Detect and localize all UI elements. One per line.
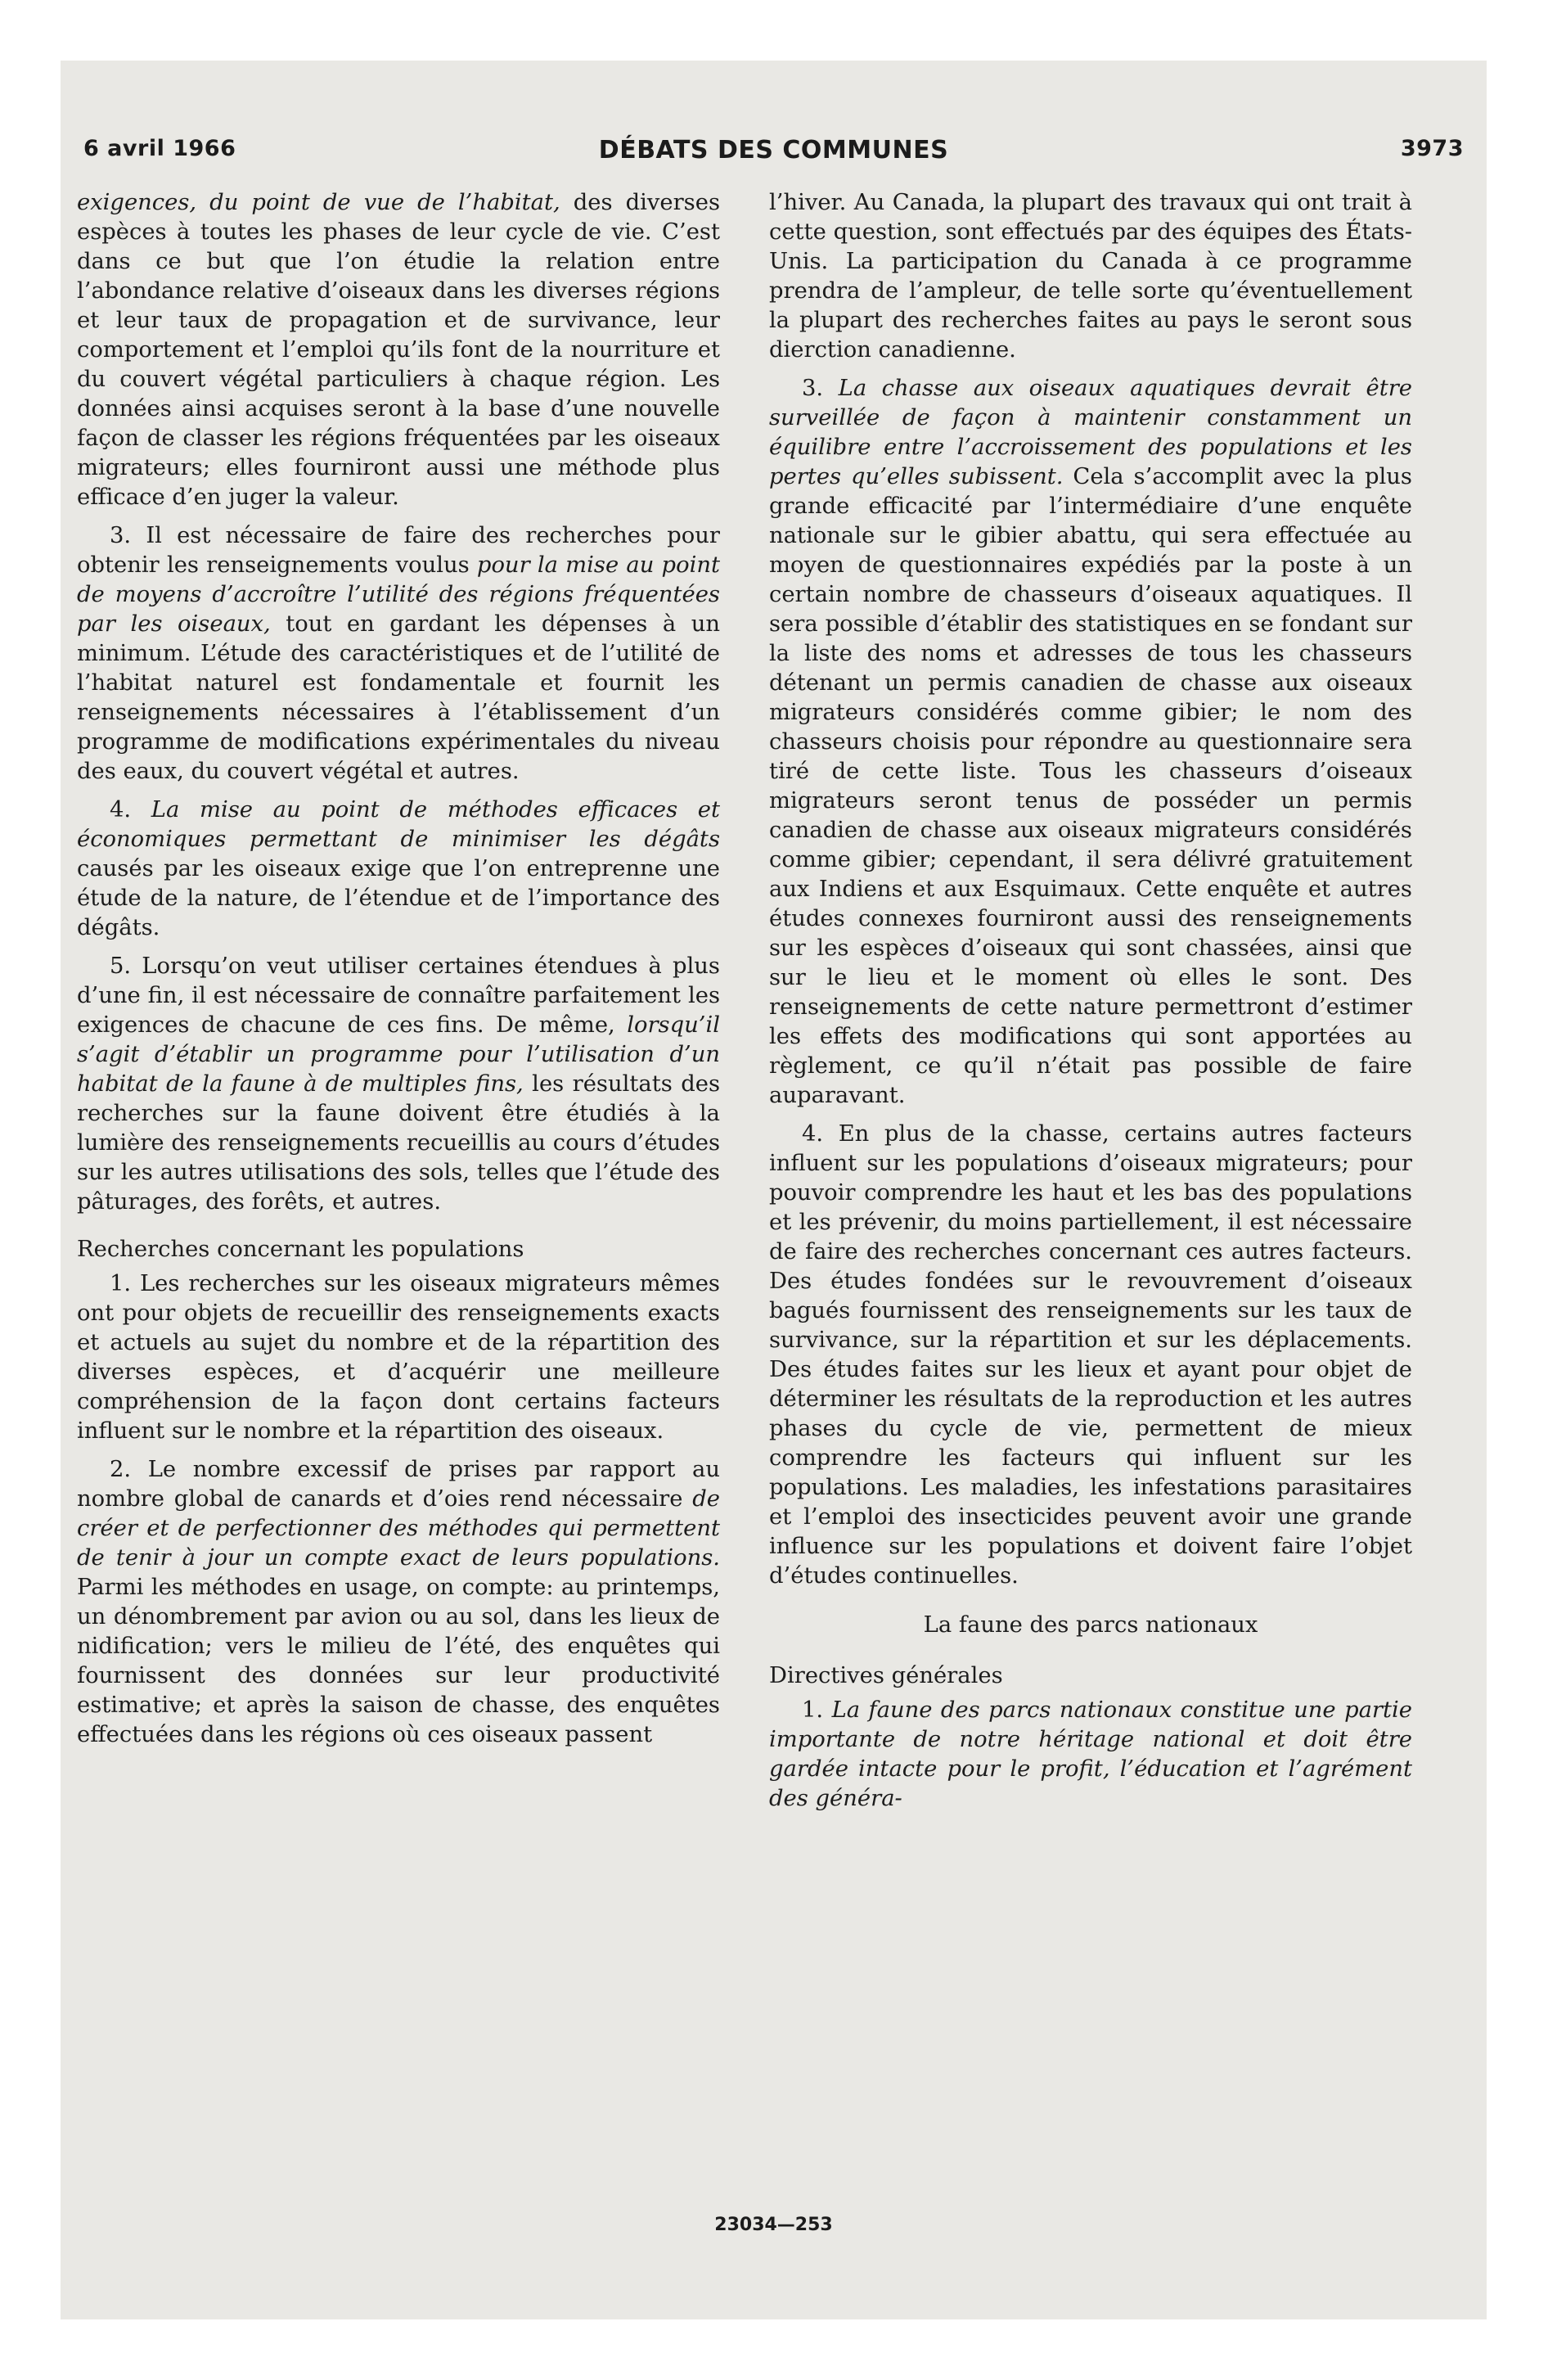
paragraph-text: 3. Il est nécessaire de faire des recherches pour obtenir les renseignements voulus [77, 523, 720, 578]
header-page-number: 3973 [1400, 136, 1464, 161]
paragraph-text: 3. [802, 376, 839, 401]
paragraph-text: 5. Lorsqu’on veut utiliser certaines étendues à plus d’une fin, il est nécessaire de connaître parfaitement les exigences de chacune de ces fins. De même, [77, 953, 720, 1038]
header-title: DÉBATS DES COMMUNES [598, 136, 949, 165]
section-heading: Recherches concernant les populations [77, 1237, 524, 1262]
paragraph-text: 4. [110, 797, 151, 823]
paragraph [769, 1696, 1412, 1814]
paragraph: 1. Les recherches sur les oiseaux migrateurs mêmes ont pour objets de recueillir des renseignements exacts et actuels au sujet du nombre et de la répartition des diverses espèces, et d’acquérir une meilleure compréhension de la façon dont certains facteurs influent sur le nombre et la répartition des oiseaux. [77, 1271, 720, 1444]
italic-phrase: lorsqu’il s’agit d’établir un programme pour l’utilisation d’un habitat de la faune à de multiples fins, [77, 1012, 720, 1097]
paragraph-text: 2. Le nombre excessif de prises par rapport au nombre global de canards et d’oies rend nécessaire [77, 1457, 720, 1512]
italic-phrase: La faune des parcs nationaux constitue une partie importante de notre héritage national et doit être gardée intacte pour le profit, l’éducation et l’agrément des généra- [769, 1697, 1412, 1811]
subsection-heading: Directives générales [769, 1663, 1003, 1688]
paragraph [77, 1455, 720, 1750]
page-sheet [61, 61, 1487, 2319]
paragraph [769, 374, 1412, 1111]
paragraph-text: 1. [802, 1697, 832, 1723]
paragraph [77, 521, 720, 787]
paragraph [77, 796, 720, 943]
paragraph-text: des diverses espèces à toutes les phases de leur cycle de vie. C’est dans ce but que l’on étudie la relation entre l’abondance relative d’oiseaux dans les diverses régions et leur taux de propagation et de survivance, leur comportement et l’emploi qu’ils font de la nourriture et du couvert végétal particuliers à chaque région. Les données ainsi acquises seront à la base d’une nouvelle façon de classer les régions fréquentées par les oiseaux migrateurs; elles fourniront aussi une méthode plus efficace d’en juger la valeur. [77, 190, 721, 510]
paragraph [77, 952, 720, 1217]
italic-phrase: La chasse aux oiseaux aquatiques devrait être surveillée de façon à maintenir constamment un équilibre entre l’accroissement des populations et les pertes qu’elles subissent. [769, 376, 1413, 489]
paragraph-text: tout en gardant les dépenses à un minimum. L’étude des caractéristiques et de l’utilité de l’habitat naturel est fondamentale et fournit les renseignements nécessaires à l’établissement d’un programme de modifications expérimentales du niveau des eaux, du couvert végétal et autres. [77, 611, 720, 784]
italic-phrase: La mise au point de méthodes efficaces et économiques permettant de minimiser les dégâts [77, 797, 721, 852]
paragraph-text: Cela s’accomplit avec la plus grande efficacité par l’intermédiaire d’une enquête nationale sur le gibier abattu, qui sera effectuée au moyen de questionnaires expédiés par la poste à un certain nombre de chasseurs d’oiseaux aquatiques. Il sera possible d’établir des statistiques en se fondant sur la liste des noms et adresses de tous les chasseurs détenant un permis canadien de chasse aux oiseaux migrateurs considérés comme gibier; le nom des chasseurs choisis pour répondre au questionnaire sera tiré de cette liste. Tous les chasseurs d’oiseaux migrateurs seront tenus de posséder un permis canadien de chasse aux oiseaux migrateurs considérés comme gibier; cependant, il sera délivré gratuitement aux Indiens et aux Esquimaux. Cette enquête et autres études connexes fourniront aussi des renseignements sur les espèces d’oiseaux qui sont chassées, ainsi que sur le lieu et le moment où elles le sont. Des renseignements de cette nature permettront d’estimer les effets des modifications qui sont apportées au règlement, ce qu’il n’était pas possible de faire auparavant. [769, 464, 1412, 1108]
paragraph [77, 188, 720, 512]
right-column [769, 188, 1412, 1814]
left-column [77, 188, 720, 1750]
italic-phrase: de créer et de perfectionner des méthodes qui permettent de tenir à jour un compte exact de leurs populations. [77, 1486, 720, 1571]
section-heading: La faune des parcs nationaux [923, 1612, 1258, 1638]
paragraph-text: les résultats des recherches sur la faune doivent être étudiés à la lumière des renseignements recueillis au cours d’études sur les autres utilisations des sols, telles que l’étude des pâturages, des forêts, et autres. [77, 1071, 721, 1215]
running-head [83, 136, 1464, 177]
paragraph-text: Parmi les méthodes en usage, on compte: au printemps, un dénombrement par avion ou au sol, dans les lieux de nidification; vers le milieu de l’été, des enquêtes qui fournissent des données sur leur productivité estimative; et après la saison de chasse, des enquêtes effectuées dans les régions où ces oiseaux passent [77, 1575, 720, 1747]
footer-code: 23034—253 [714, 2215, 833, 2235]
paragraph: 4. En plus de la chasse, certains autres facteurs influent sur les populations d’oiseaux migrateurs; pour pouvoir comprendre les haut et les bas des populations et les prévenir, du moins partiellement, il est nécessaire de faire des recherches concernant ces autres facteurs. Des études fondées sur le revouvrement d’oiseaux bagués fournissent des renseignements sur les taux de survivance, sur la répartition et sur les déplacements. Des études faites sur les lieux et ayant pour objet de déterminer les résultats de la reproduction et les autres phases du cycle de vie, permettent de mieux comprendre les facteurs qui influent sur les populations. Les maladies, les infestations parasitaires et l’emploi des insecticides peuvent avoir une grande influence sur les populations et doivent faire l’objet d’études continuelles. [769, 1121, 1412, 1589]
paragraph-text: causés par les oiseaux exige que l’on entreprenne une étude de la nature, de l’étendue et de l’importance des dégâts. [77, 856, 720, 940]
header-date: 6 avril 1966 [83, 136, 236, 161]
paragraph: l’hiver. Au Canada, la plupart des travaux qui ont trait à cette question, sont effectués par des équipes des États-Unis. La participation du Canada à ce programme prendra de l’ampleur, de telle sorte qu’éventuellement la plupart des recherches faites au pays le seront sous dierction canadienne. [769, 190, 1412, 363]
italic-phrase: exigences, du point de vue de l’habitat, [77, 190, 560, 215]
italic-phrase: pour la mise au point de moyens d’accroître l’utilité des régions fréquentées par les oiseaux, [77, 552, 720, 637]
